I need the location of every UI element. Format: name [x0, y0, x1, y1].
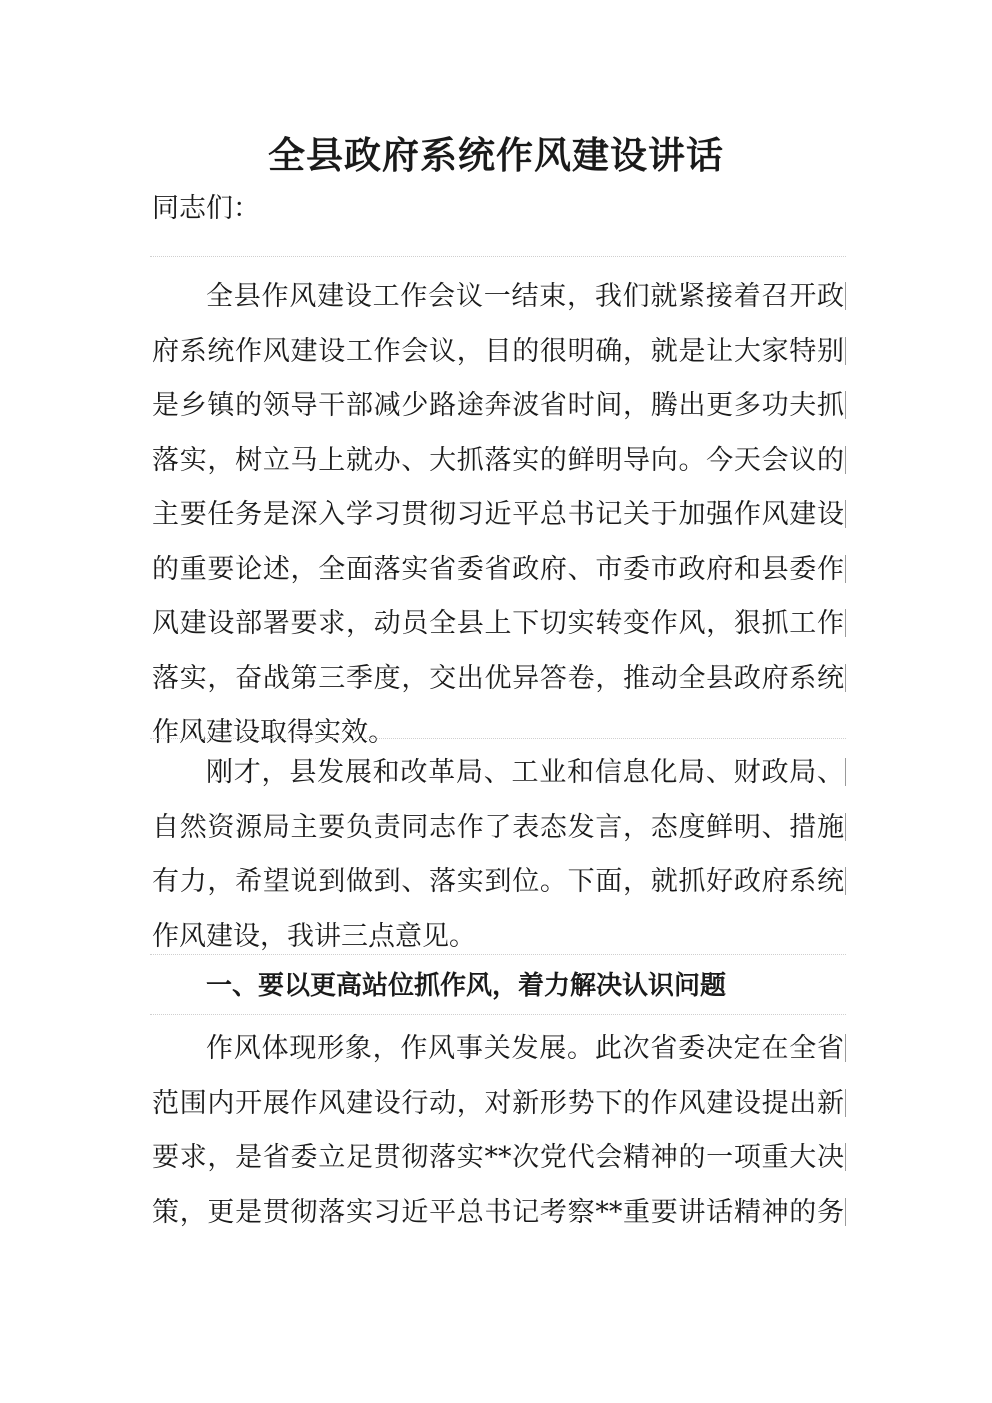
paragraph-line: 的重要论述，全面落实省委省政府、市委市政府和县委作: [152, 543, 844, 598]
paragraph-line: 要求，是省委立足贯彻落实**次党代会精神的一项重大决: [152, 1131, 844, 1186]
paragraph-line: 全县作风建设工作会议一结束，我们就紧接着召开政: [152, 270, 844, 325]
paragraph-line: 是乡镇的领导干部减少路途奔波省时间，腾出更多功夫抓: [152, 379, 844, 434]
paragraph-line: 风建设部署要求，动员全县上下切实转变作风，狠抓工作: [152, 597, 844, 652]
section-divider: [150, 738, 846, 739]
paragraph-line: 作风建设，我讲三点意见。: [152, 920, 476, 952]
paragraph-line: 府系统作风建设工作会议，目的很明确，就是让大家特别: [152, 325, 844, 380]
section-divider: [150, 1014, 846, 1015]
section-divider: [150, 256, 846, 257]
paragraph-opening: [152, 270, 844, 761]
section-divider: [150, 954, 846, 955]
section-heading: 一、要以更高站位抓作风，着力解决认识问题: [206, 971, 727, 1001]
salutation: 同志们：: [152, 193, 260, 224]
paragraph-section-one: [152, 1022, 844, 1240]
paragraph-line: 策，更是贯彻落实习近平总书记考察**重要讲话精神的务: [152, 1186, 844, 1241]
paragraph-line: 范围内开展作风建设行动，对新形势下的作风建设提出新: [152, 1077, 844, 1132]
paragraph-line: 落实，树立马上就办、大抓落实的鲜明导向。今天会议的: [152, 434, 844, 489]
paragraph-speeches: [152, 746, 844, 964]
paragraph-line: 作风建设取得实效。: [152, 717, 395, 748]
paragraph-line: 有力，希望说到做到、落实到位。下面，就抓好政府系统: [152, 855, 844, 910]
paragraph-line: 主要任务是深入学习贯彻习近平总书记关于加强作风建设: [152, 488, 844, 543]
paragraph-line: 自然资源局主要负责同志作了表态发言，态度鲜明、措施: [152, 801, 844, 856]
paragraph-line: 落实，奋战第三季度，交出优异答卷，推动全县政府系统: [152, 652, 844, 707]
paragraph-line: 刚才，县发展和改革局、工业和信息化局、财政局、: [152, 746, 844, 801]
document-title: 全县政府系统作风建设讲话: [268, 134, 724, 177]
paragraph-line: 作风体现形象，作风事关发展。此次省委决定在全省: [152, 1022, 844, 1077]
